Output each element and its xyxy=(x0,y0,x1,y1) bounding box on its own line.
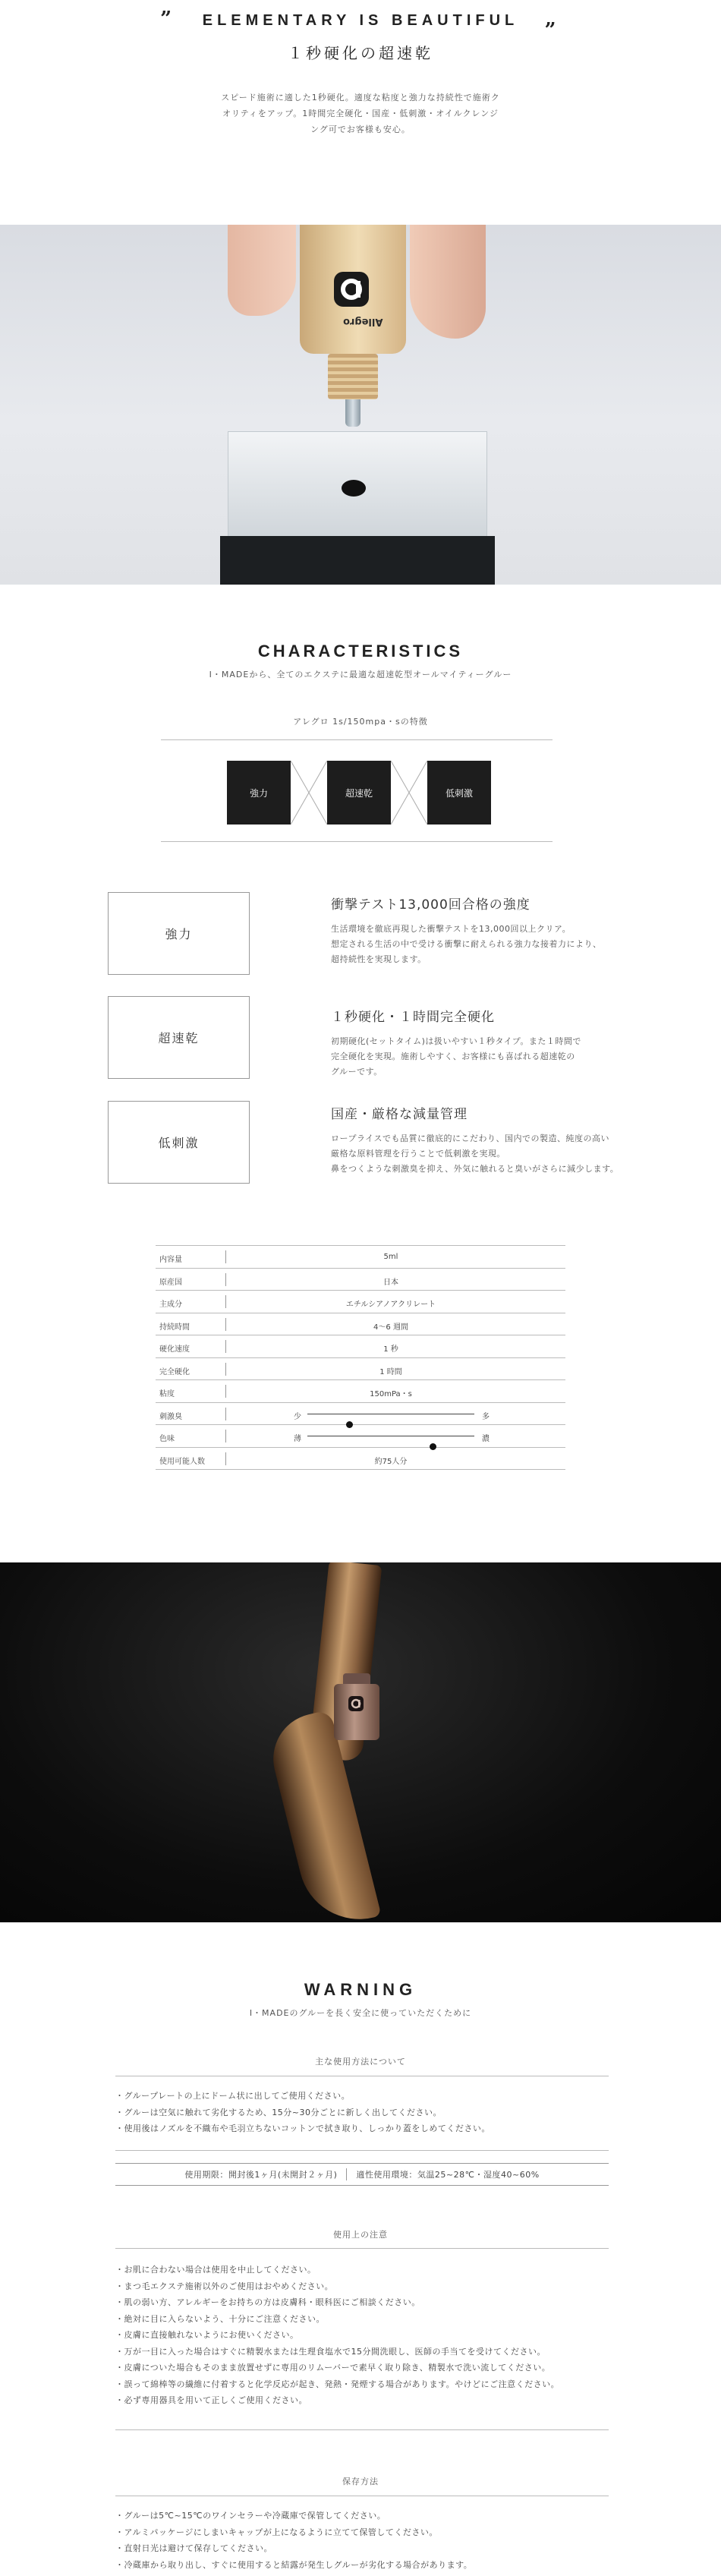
usage-list xyxy=(115,2088,616,2137)
driftwood-lower xyxy=(263,1709,381,1922)
glue-drop xyxy=(342,480,366,497)
table-row xyxy=(156,1291,565,1313)
feature-line: ロープライスでも品質に徹底的にこだわり、国内での製造、純度の高い xyxy=(331,1134,610,1143)
table-row xyxy=(156,1448,565,1471)
table-row xyxy=(156,1403,565,1426)
finger-left xyxy=(228,225,296,316)
open-quote: ” xyxy=(160,8,177,30)
table-row xyxy=(156,1335,565,1358)
characteristics-subtitle: I・MADEから、全てのエクステに最適な超速乾型オールマイティーグルー xyxy=(209,670,512,679)
table-row xyxy=(156,1313,565,1336)
feature-description xyxy=(331,1131,665,1177)
row-value: 1 秒 xyxy=(383,1345,398,1354)
feature-box-low-irritation: 低刺激 xyxy=(108,1101,250,1184)
intro-line: オリティをアップ。1時間完全硬化・国産・低刺激・オイルクレンジ xyxy=(222,109,499,118)
badge-strong: 強力 xyxy=(227,761,291,825)
row-value: 150mPa・s xyxy=(370,1390,412,1398)
feature-description xyxy=(331,1034,665,1080)
caution-list xyxy=(115,2262,616,2409)
list-item: ・ 誤って綿棒等の繊維に付着すると化学反応が起き、発熱・発煙する場合があります。やけどにご注意ください。 xyxy=(115,2376,616,2393)
product-photo-glue-drop xyxy=(0,225,721,585)
feature-line: 想定される生活の中で受ける衝撃に耐えられる強力な接着力により、 xyxy=(331,939,602,949)
row-label: 原産国 xyxy=(159,1278,182,1287)
brand-logo-icon xyxy=(348,1696,364,1711)
list-item: ・ グルーは5℃~15℃のワインセラーや冷蔵庫で保管してください。 xyxy=(115,2508,616,2524)
spec-caption: アレグロ 1s/150mpa・sの特徴 xyxy=(293,717,428,727)
feature-line: グルーです。 xyxy=(331,1067,383,1077)
elementary-title: ELEMENTARY IS BEAUTIFUL xyxy=(202,12,519,29)
list-item: ・ 肌の弱い方、アレルギーをお持ちの方は皮膚科・眼科医にご相談ください。 xyxy=(115,2294,616,2311)
environment-text: 適性使用環境：気温25~28℃・湿度40~60% xyxy=(356,2170,540,2180)
feature-line: 初期硬化(セットタイム)は扱いやすい１秒タイプ。また１時間で xyxy=(331,1036,581,1046)
row-label: 主成分 xyxy=(159,1301,182,1309)
bottle-label-text: Allegro xyxy=(343,316,383,327)
warning-title: WARNING xyxy=(304,1980,417,1999)
badge-low-irritation: 低刺激 xyxy=(427,761,491,825)
list-item: ・ 冷蔵庫から取り出し、すぐに使用すると結露が発生しグルーが劣化する場合があります。 xyxy=(115,2557,616,2574)
table-row xyxy=(156,1245,565,1269)
intro-line: スピード施術に適した1秒硬化。適度な粘度と強力な持続性で施術ク xyxy=(221,93,500,102)
list-item: ・ 皮膚についた場合もそのまま放置せずに専用のリムーバーで素早く取り除き、精製水で洗い流してください。 xyxy=(115,2360,616,2376)
list-item: ・ 必ず専用器具を用いて正しくご使用ください。 xyxy=(115,2392,616,2409)
feature-box-strong: 強力 xyxy=(108,892,250,975)
brand-logo-icon xyxy=(334,272,369,307)
feature-line: 鼻をつくような刺激臭を抑え、外気に触れると臭いがさらに減少します。 xyxy=(331,1164,619,1174)
row-value: 日本 xyxy=(383,1278,398,1287)
list-item: ・ お肌に合わない場合は使用を中止してください。 xyxy=(115,2262,616,2278)
usage-conditions-band xyxy=(115,2163,609,2186)
color-level-scale xyxy=(231,1425,550,1446)
row-label: 硬化速度 xyxy=(159,1345,190,1354)
row-label: 持続時間 xyxy=(159,1323,190,1332)
storage-list xyxy=(115,2508,616,2573)
scale-max-label: 濃 xyxy=(482,1435,490,1443)
row-label: 色味 xyxy=(159,1435,175,1443)
feature-title: 国産・厳格な減量管理 xyxy=(331,1107,468,1122)
list-item: ・ グルーは空気に触れて劣化するため、15分~30分ごとに新しく出してください。 xyxy=(115,2105,616,2121)
divider xyxy=(161,841,553,842)
glass-plate-base xyxy=(220,536,495,585)
row-value: 4〜6 週間 xyxy=(373,1323,408,1332)
feature-description xyxy=(331,922,665,967)
table-row xyxy=(156,1380,565,1403)
row-value: 5ml xyxy=(383,1253,398,1261)
finger-right xyxy=(410,225,486,339)
list-item: ・ 絶対に目に入らないよう、十分にご注意ください。 xyxy=(115,2311,616,2328)
table-row xyxy=(156,1358,565,1381)
row-label: 刺激臭 xyxy=(159,1412,182,1421)
feature-box-quick-dry: 超速乾 xyxy=(108,996,250,1079)
scale-min-label: 少 xyxy=(294,1412,301,1421)
scale-max-label: 多 xyxy=(482,1412,490,1421)
row-label: 内容量 xyxy=(159,1256,182,1264)
feature-line: 厳格な原料管理を行うことで低刺激を実現。 xyxy=(331,1149,505,1159)
list-item: ・ 万が一目に入った場合はすぐに精製水または生理食塩水で15分間洗眼し、医師の手当てを受けてください。 xyxy=(115,2344,616,2360)
product-photo-driftwood xyxy=(0,1562,721,1922)
row-value: 1 時間 xyxy=(379,1367,402,1376)
row-value: エチルシアノアクリレート xyxy=(345,1301,436,1309)
section-caption-usage: 主な使用方法について xyxy=(315,2057,406,2067)
feature-title: 衝撃テスト13,000回合格の強度 xyxy=(331,897,531,913)
expiry-text: 使用期限：開封後1ヶ月(未開封２ヶ月) xyxy=(184,2170,338,2180)
list-item: ・ まつ毛エクステ施術以外のご使用はおやめください。 xyxy=(115,2278,616,2295)
row-label: 完全硬化 xyxy=(159,1367,190,1376)
row-label: 粘度 xyxy=(159,1390,175,1398)
cross-divider-icon xyxy=(391,761,427,825)
feature-line: 超持続性を実現します。 xyxy=(331,954,427,964)
scale-min-label: 薄 xyxy=(294,1435,301,1443)
bottle-nozzle xyxy=(345,399,360,427)
row-label: 使用可能人数 xyxy=(159,1457,205,1466)
divider xyxy=(115,2429,609,2430)
close-quote: „ xyxy=(544,8,561,30)
cross-divider-icon xyxy=(291,761,327,825)
feature-line: 完全硬化を実現。施術しやすく、お客様にも喜ばれる超速乾の xyxy=(331,1052,575,1061)
intro-line: ング可でお客様も安心。 xyxy=(310,125,411,134)
feature-title: １秒硬化・１時間完全硬化 xyxy=(331,1010,495,1025)
intro-text xyxy=(205,90,516,137)
divider xyxy=(115,2248,609,2249)
list-item: ・ 皮膚に直接触れないようにお使いください。 xyxy=(115,2327,616,2344)
feature-line: 生活環境を徹底再現した衝撃テストを13,000回以上クリア。 xyxy=(331,924,571,934)
section-title-elementary xyxy=(0,8,721,30)
warning-subtitle: I・MADEのグルーを長く安全に使っていただくために xyxy=(249,2008,472,2018)
badge-quick-dry: 超速乾 xyxy=(327,761,391,825)
list-item: ・ 直射日光は避けて保存してください。 xyxy=(115,2540,616,2557)
bottle-cap-threads xyxy=(328,354,378,399)
divider xyxy=(161,739,553,740)
section-caption-caution: 使用上の注意 xyxy=(333,2230,388,2240)
table-row xyxy=(156,1425,565,1448)
characteristics-title: CHARACTERISTICS xyxy=(257,642,464,661)
row-value: 約75人分 xyxy=(374,1457,408,1466)
divider xyxy=(115,2150,609,2151)
table-row xyxy=(156,1269,565,1291)
section-caption-storage: 保存方法 xyxy=(342,2477,379,2486)
list-item: ・ 使用後はノズルを不織布や毛羽立ちないコットンで拭き取り、しっかり蓋をしめてください。 xyxy=(115,2120,616,2137)
glue-bottle xyxy=(334,1684,379,1740)
list-item: ・ グループレートの上にドーム状に出してご使用ください。 xyxy=(115,2088,616,2105)
page-subtitle: １秒硬化の超速乾 xyxy=(288,44,433,62)
odor-level-scale xyxy=(231,1403,550,1424)
list-item: ・ アルミパッケージにしまいキャップが上になるように立てて保管してください。 xyxy=(115,2524,616,2541)
spec-table xyxy=(156,1245,565,1470)
